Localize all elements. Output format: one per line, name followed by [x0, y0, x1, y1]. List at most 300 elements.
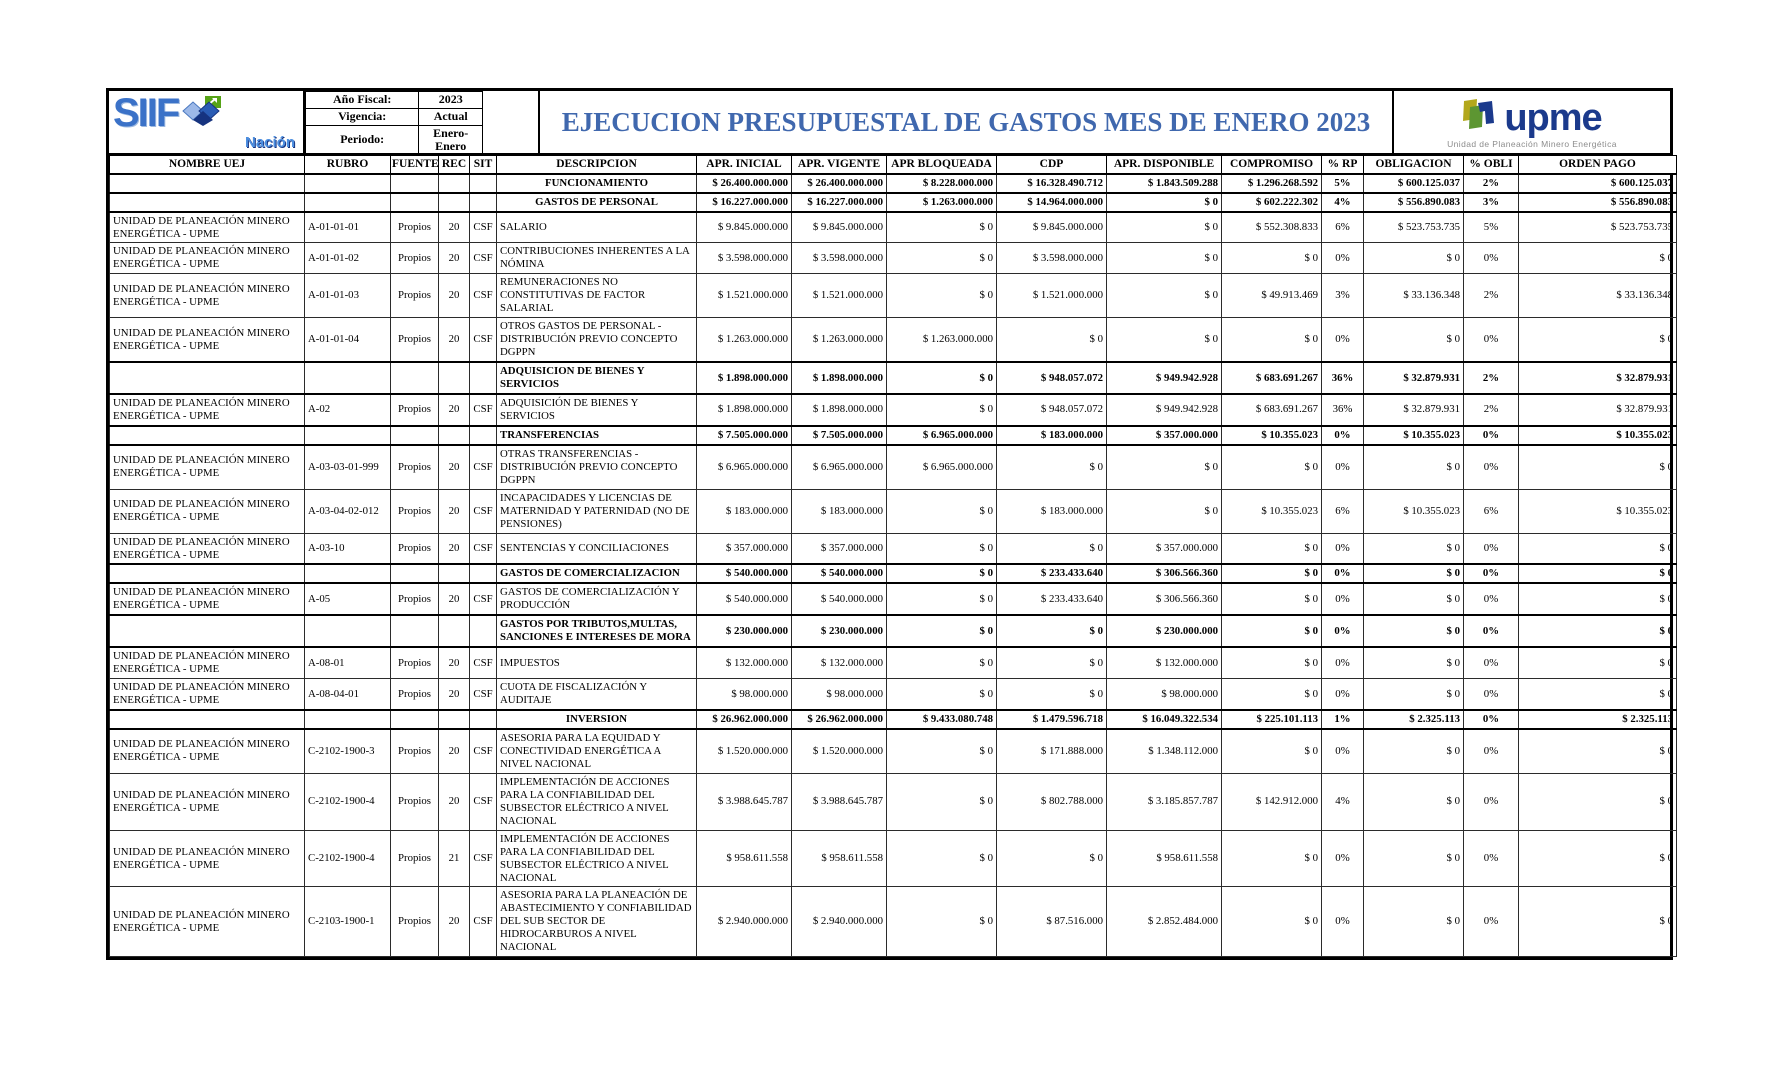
cell-descripcion: GASTOS DE PERSONAL	[497, 193, 697, 212]
cell-obligacion: $ 600.125.037	[1364, 174, 1464, 193]
cell-apr-inicial: $ 540.000.000	[697, 583, 792, 615]
cell-apr-inicial: $ 1.521.000.000	[697, 274, 792, 318]
cell-pct-obli: 0%	[1464, 679, 1519, 710]
cell-sit: CSF	[470, 830, 497, 887]
cell-cdp: $ 802.788.000	[997, 773, 1107, 830]
cell-orden-pago: $ 0	[1519, 887, 1677, 957]
cell-compromiso: $ 0	[1222, 564, 1322, 583]
cell-fuente: Propios	[391, 583, 439, 615]
siif-logo	[109, 91, 305, 153]
fiscal-year-value: 2023	[419, 92, 483, 109]
cell-compromiso: $ 10.355.023	[1222, 426, 1322, 445]
cell-sit: CSF	[470, 274, 497, 318]
cell-rubro: C-2102-1900-3	[305, 729, 391, 773]
cell-apr-disponible: $ 0	[1107, 193, 1222, 212]
cell-apr-vigente: $ 132.000.000	[792, 647, 887, 678]
cell-cdp: $ 3.598.000.000	[997, 243, 1107, 274]
cell-obligacion: $ 0	[1364, 647, 1464, 678]
column-header-apr-disponible: APR. DISPONIBLE	[1107, 156, 1222, 174]
cell-sit: CSF	[470, 445, 497, 489]
table-row	[110, 445, 1677, 489]
cell-rec: 20	[439, 647, 470, 678]
cell-apr-inicial: $ 2.940.000.000	[697, 887, 792, 957]
cell-nombre-uej	[110, 615, 305, 647]
cell-pct-obli: 0%	[1464, 887, 1519, 957]
cell-apr-disponible: $ 0	[1107, 318, 1222, 362]
cell-orden-pago: $ 10.355.023	[1519, 426, 1677, 445]
cell-fuente: Propios	[391, 729, 439, 773]
cell-pct-obli: 0%	[1464, 615, 1519, 647]
cell-rubro: A-02	[305, 394, 391, 426]
cell-apr-vigente: $ 98.000.000	[792, 679, 887, 710]
cell-pct-obli: 0%	[1464, 318, 1519, 362]
cell-descripcion: ADQUISICIÓN DE BIENES Y SERVICIOS	[497, 394, 697, 426]
cell-nombre-uej: UNIDAD DE PLANEACIÓN MINERO ENERGÉTICA - UPME	[110, 212, 305, 243]
report-banner	[109, 91, 1670, 155]
cell-apr-vigente: $ 1.263.000.000	[792, 318, 887, 362]
cell-cdp: $ 1.479.596.718	[997, 710, 1107, 729]
table-row	[110, 362, 1677, 394]
cell-pct-obli: 0%	[1464, 830, 1519, 887]
table-row	[110, 679, 1677, 710]
cell-descripcion: IMPUESTOS	[497, 647, 697, 678]
cell-apr-bloqueada: $ 0	[887, 564, 997, 583]
cell-rubro: A-08-04-01	[305, 679, 391, 710]
cell-compromiso: $ 552.308.833	[1222, 212, 1322, 243]
cell-compromiso: $ 0	[1222, 647, 1322, 678]
cell-descripcion: GASTOS DE COMERCIALIZACION	[497, 564, 697, 583]
cell-pct-rp: 0%	[1322, 679, 1364, 710]
cell-descripcion: SENTENCIAS Y CONCILIACIONES	[497, 533, 697, 564]
cell-compromiso: $ 683.691.267	[1222, 362, 1322, 394]
cell-sit: CSF	[470, 394, 497, 426]
cell-obligacion: $ 0	[1364, 887, 1464, 957]
cell-rubro: A-03-03-01-999	[305, 445, 391, 489]
cell-pct-obli: 2%	[1464, 394, 1519, 426]
cell-orden-pago: $ 0	[1519, 773, 1677, 830]
column-header-orden-pago: ORDEN PAGO	[1519, 156, 1677, 174]
table-row	[110, 243, 1677, 274]
cell-fuente: Propios	[391, 647, 439, 678]
cell-pct-rp: 0%	[1322, 426, 1364, 445]
cell-apr-disponible: $ 306.566.360	[1107, 564, 1222, 583]
cell-fuente	[391, 615, 439, 647]
cell-orden-pago: $ 0	[1519, 583, 1677, 615]
cell-rubro: A-01-01-01	[305, 212, 391, 243]
cell-pct-rp: 0%	[1322, 830, 1364, 887]
vigencia-label: Vigencia:	[306, 108, 419, 125]
cell-sit: CSF	[470, 679, 497, 710]
cell-descripcion: ADQUISICION DE BIENES Y SERVICIOS	[497, 362, 697, 394]
upme-logo-text: upme	[1504, 96, 1602, 139]
cell-apr-inicial: $ 6.965.000.000	[697, 445, 792, 489]
cell-apr-disponible: $ 0	[1107, 243, 1222, 274]
cell-nombre-uej: UNIDAD DE PLANEACIÓN MINERO ENERGÉTICA - UPME	[110, 773, 305, 830]
cell-obligacion: $ 10.355.023	[1364, 426, 1464, 445]
cell-apr-disponible: $ 0	[1107, 212, 1222, 243]
cell-apr-disponible: $ 357.000.000	[1107, 426, 1222, 445]
cell-rec: 20	[439, 583, 470, 615]
cell-obligacion: $ 33.136.348	[1364, 274, 1464, 318]
cell-pct-rp: 0%	[1322, 318, 1364, 362]
cell-apr-bloqueada: $ 0	[887, 830, 997, 887]
cell-cdp: $ 0	[997, 445, 1107, 489]
cell-pct-rp: 6%	[1322, 212, 1364, 243]
cell-obligacion: $ 0	[1364, 533, 1464, 564]
cell-apr-inicial: $ 26.400.000.000	[697, 174, 792, 193]
table-row	[110, 729, 1677, 773]
cell-apr-inicial: $ 183.000.000	[697, 489, 792, 533]
cell-rubro: C-2103-1900-1	[305, 887, 391, 957]
cell-rubro	[305, 615, 391, 647]
cell-sit: CSF	[470, 773, 497, 830]
table-row	[110, 583, 1677, 615]
cell-rubro	[305, 710, 391, 729]
cell-fuente: Propios	[391, 679, 439, 710]
cell-compromiso: $ 0	[1222, 729, 1322, 773]
cell-apr-inicial: $ 357.000.000	[697, 533, 792, 564]
cell-obligacion: $ 0	[1364, 615, 1464, 647]
cell-orden-pago: $ 523.753.735	[1519, 212, 1677, 243]
table-header-row	[110, 156, 1677, 174]
cell-apr-disponible: $ 16.049.322.534	[1107, 710, 1222, 729]
cell-pct-obli: 2%	[1464, 362, 1519, 394]
cell-apr-inicial: $ 16.227.000.000	[697, 193, 792, 212]
cell-descripcion: ASESORIA PARA LA EQUIDAD Y CONECTIVIDAD ENERGÉTICA A NIVEL NACIONAL	[497, 729, 697, 773]
cell-rec: 20	[439, 394, 470, 426]
cell-rec: 20	[439, 212, 470, 243]
cell-nombre-uej	[110, 362, 305, 394]
cell-obligacion: $ 0	[1364, 679, 1464, 710]
column-header-compromiso: COMPROMISO	[1222, 156, 1322, 174]
column-header-descripcion: DESCRIPCION	[497, 156, 697, 174]
cell-sit	[470, 710, 497, 729]
cell-rec: 21	[439, 830, 470, 887]
cell-apr-vigente: $ 1.898.000.000	[792, 394, 887, 426]
cell-nombre-uej: UNIDAD DE PLANEACIÓN MINERO ENERGÉTICA - UPME	[110, 647, 305, 678]
column-header-apr-bloqueada: APR BLOQUEADA	[887, 156, 997, 174]
cell-nombre-uej: UNIDAD DE PLANEACIÓN MINERO ENERGÉTICA - UPME	[110, 533, 305, 564]
cell-orden-pago: $ 32.879.931	[1519, 362, 1677, 394]
cell-obligacion: $ 0	[1364, 564, 1464, 583]
cell-nombre-uej: UNIDAD DE PLANEACIÓN MINERO ENERGÉTICA - UPME	[110, 583, 305, 615]
periodo-value: Enero-Enero	[419, 125, 483, 156]
cell-descripcion: IMPLEMENTACIÓN DE ACCIONES PARA LA CONFIABILIDAD DEL SUBSECTOR ELÉCTRICO A NIVEL NACIONAL	[497, 773, 697, 830]
cell-rubro	[305, 174, 391, 193]
cell-nombre-uej	[110, 174, 305, 193]
cell-compromiso: $ 225.101.113	[1222, 710, 1322, 729]
cell-fuente: Propios	[391, 274, 439, 318]
cell-descripcion: IMPLEMENTACIÓN DE ACCIONES PARA LA CONFIABILIDAD DEL SUBSECTOR ELÉCTRICO A NIVEL NACIONAL	[497, 830, 697, 887]
cell-sit	[470, 174, 497, 193]
upme-logo-subtext: Unidad de Planeación Minero Energética	[1447, 139, 1617, 149]
cell-pct-rp: 0%	[1322, 564, 1364, 583]
cell-obligacion: $ 32.879.931	[1364, 362, 1464, 394]
cell-rec: 20	[439, 445, 470, 489]
cell-apr-inicial: $ 7.505.000.000	[697, 426, 792, 445]
siif-chart-icon	[182, 96, 222, 131]
cell-nombre-uej: UNIDAD DE PLANEACIÓN MINERO ENERGÉTICA - UPME	[110, 394, 305, 426]
cell-compromiso: $ 0	[1222, 615, 1322, 647]
cell-cdp: $ 948.057.072	[997, 394, 1107, 426]
cell-fuente	[391, 710, 439, 729]
cell-apr-disponible: $ 306.566.360	[1107, 583, 1222, 615]
cell-orden-pago: $ 0	[1519, 615, 1677, 647]
cell-orden-pago: $ 0	[1519, 533, 1677, 564]
cell-sit: CSF	[470, 489, 497, 533]
cell-apr-inicial: $ 3.598.000.000	[697, 243, 792, 274]
cell-apr-bloqueada: $ 0	[887, 274, 997, 318]
cell-rubro	[305, 564, 391, 583]
column-header-apr-vigente: APR. VIGENTE	[792, 156, 887, 174]
cell-nombre-uej: UNIDAD DE PLANEACIÓN MINERO ENERGÉTICA - UPME	[110, 729, 305, 773]
fiscal-year-label: Año Fiscal:	[306, 92, 419, 109]
table-row	[110, 212, 1677, 243]
cell-compromiso: $ 142.912.000	[1222, 773, 1322, 830]
cell-apr-bloqueada: $ 0	[887, 773, 997, 830]
cell-apr-vigente: $ 958.611.558	[792, 830, 887, 887]
cell-pct-obli: 0%	[1464, 533, 1519, 564]
cell-pct-obli: 0%	[1464, 445, 1519, 489]
cell-compromiso: $ 1.296.268.592	[1222, 174, 1322, 193]
cell-apr-disponible: $ 0	[1107, 489, 1222, 533]
cell-cdp: $ 0	[997, 830, 1107, 887]
cell-apr-vigente: $ 9.845.000.000	[792, 212, 887, 243]
cell-apr-disponible: $ 949.942.928	[1107, 394, 1222, 426]
cell-rubro: A-01-01-03	[305, 274, 391, 318]
cell-descripcion: FUNCIONAMIENTO	[497, 174, 697, 193]
cell-cdp: $ 948.057.072	[997, 362, 1107, 394]
cell-compromiso: $ 0	[1222, 830, 1322, 887]
cell-compromiso: $ 0	[1222, 583, 1322, 615]
cell-fuente: Propios	[391, 489, 439, 533]
cell-cdp: $ 14.964.000.000	[997, 193, 1107, 212]
cell-apr-inicial: $ 1.263.000.000	[697, 318, 792, 362]
cell-sit	[470, 615, 497, 647]
cell-rubro	[305, 362, 391, 394]
cell-pct-rp: 5%	[1322, 174, 1364, 193]
cell-pct-obli: 3%	[1464, 193, 1519, 212]
cell-sit	[470, 426, 497, 445]
cell-apr-vigente: $ 1.521.000.000	[792, 274, 887, 318]
cell-apr-vigente: $ 3.598.000.000	[792, 243, 887, 274]
table-row	[110, 710, 1677, 729]
cell-fuente: Propios	[391, 887, 439, 957]
table-row	[110, 394, 1677, 426]
cell-pct-rp: 3%	[1322, 274, 1364, 318]
cell-rubro: A-01-01-02	[305, 243, 391, 274]
cell-apr-disponible: $ 0	[1107, 274, 1222, 318]
cell-apr-inicial: $ 132.000.000	[697, 647, 792, 678]
cell-orden-pago: $ 33.136.348	[1519, 274, 1677, 318]
upme-logo	[1394, 91, 1670, 153]
cell-fuente	[391, 193, 439, 212]
cell-apr-bloqueada: $ 0	[887, 887, 997, 957]
cell-apr-vigente: $ 6.965.000.000	[792, 445, 887, 489]
cell-obligacion: $ 523.753.735	[1364, 212, 1464, 243]
cell-apr-vigente: $ 357.000.000	[792, 533, 887, 564]
cell-pct-rp: 4%	[1322, 773, 1364, 830]
cell-rubro: C-2102-1900-4	[305, 773, 391, 830]
cell-rec	[439, 174, 470, 193]
cell-rubro: A-08-01	[305, 647, 391, 678]
cell-apr-disponible: $ 2.852.484.000	[1107, 887, 1222, 957]
cell-compromiso: $ 0	[1222, 679, 1322, 710]
cell-nombre-uej: UNIDAD DE PLANEACIÓN MINERO ENERGÉTICA - UPME	[110, 243, 305, 274]
cell-apr-vigente: $ 230.000.000	[792, 615, 887, 647]
cell-fuente: Propios	[391, 394, 439, 426]
cell-cdp: $ 183.000.000	[997, 426, 1107, 445]
cell-obligacion: $ 0	[1364, 583, 1464, 615]
cell-apr-bloqueada: $ 0	[887, 679, 997, 710]
cell-pct-obli: 0%	[1464, 729, 1519, 773]
table-row	[110, 615, 1677, 647]
cell-apr-vigente: $ 16.227.000.000	[792, 193, 887, 212]
column-header-obligacion: OBLIGACION	[1364, 156, 1464, 174]
cell-apr-vigente: $ 2.940.000.000	[792, 887, 887, 957]
table-row	[110, 533, 1677, 564]
cell-nombre-uej: UNIDAD DE PLANEACIÓN MINERO ENERGÉTICA - UPME	[110, 445, 305, 489]
cell-apr-disponible: $ 1.843.509.288	[1107, 174, 1222, 193]
cell-apr-vigente: $ 183.000.000	[792, 489, 887, 533]
cell-apr-vigente: $ 3.988.645.787	[792, 773, 887, 830]
cell-obligacion: $ 32.879.931	[1364, 394, 1464, 426]
cell-pct-rp: 0%	[1322, 615, 1364, 647]
cell-rec: 20	[439, 533, 470, 564]
cell-descripcion: CONTRIBUCIONES INHERENTES A LA NÓMINA	[497, 243, 697, 274]
cell-apr-disponible: $ 958.611.558	[1107, 830, 1222, 887]
cell-pct-obli: 0%	[1464, 426, 1519, 445]
cell-obligacion: $ 556.890.083	[1364, 193, 1464, 212]
cell-cdp: $ 0	[997, 318, 1107, 362]
cell-nombre-uej	[110, 564, 305, 583]
cell-descripcion: CUOTA DE FISCALIZACIÓN Y AUDITAJE	[497, 679, 697, 710]
column-header-sit: SIT	[470, 156, 497, 174]
cell-cdp: $ 1.521.000.000	[997, 274, 1107, 318]
cell-cdp: $ 16.328.490.712	[997, 174, 1107, 193]
cell-orden-pago: $ 0	[1519, 830, 1677, 887]
cell-apr-bloqueada: $ 9.433.080.748	[887, 710, 997, 729]
cell-nombre-uej	[110, 710, 305, 729]
cell-rubro: C-2102-1900-4	[305, 830, 391, 887]
cell-cdp: $ 0	[997, 679, 1107, 710]
table-row	[110, 647, 1677, 678]
cell-rec	[439, 193, 470, 212]
cell-apr-bloqueada: $ 0	[887, 243, 997, 274]
cell-apr-disponible: $ 949.942.928	[1107, 362, 1222, 394]
cell-apr-bloqueada: $ 0	[887, 583, 997, 615]
cell-nombre-uej: UNIDAD DE PLANEACIÓN MINERO ENERGÉTICA - UPME	[110, 318, 305, 362]
budget-table	[109, 155, 1677, 957]
cell-apr-inicial: $ 98.000.000	[697, 679, 792, 710]
cell-orden-pago: $ 600.125.037	[1519, 174, 1677, 193]
cell-apr-inicial: $ 26.962.000.000	[697, 710, 792, 729]
cell-apr-bloqueada: $ 1.263.000.000	[887, 318, 997, 362]
cell-descripcion: GASTOS POR TRIBUTOS,MULTAS, SANCIONES E INTERESES DE MORA	[497, 615, 697, 647]
cell-apr-inicial: $ 9.845.000.000	[697, 212, 792, 243]
cell-compromiso: $ 0	[1222, 243, 1322, 274]
cell-compromiso: $ 49.913.469	[1222, 274, 1322, 318]
column-header-nombre-uej: NOMBRE UEJ	[110, 156, 305, 174]
cell-fuente: Propios	[391, 212, 439, 243]
cell-pct-rp: 0%	[1322, 445, 1364, 489]
cell-pct-rp: 1%	[1322, 710, 1364, 729]
cell-apr-inicial: $ 1.898.000.000	[697, 394, 792, 426]
cell-orden-pago: $ 0	[1519, 318, 1677, 362]
cell-rubro: A-03-04-02-012	[305, 489, 391, 533]
cell-apr-disponible: $ 357.000.000	[1107, 533, 1222, 564]
periodo-label: Periodo:	[306, 125, 419, 156]
cell-sit: CSF	[470, 243, 497, 274]
cell-rec: 20	[439, 773, 470, 830]
cell-descripcion: INCAPACIDADES Y LICENCIAS DE MATERNIDAD Y PATERNIDAD (NO DE PENSIONES)	[497, 489, 697, 533]
report-title: EJECUCION PRESUPUESTAL DE GASTOS MES DE ENERO 2023	[561, 106, 1371, 137]
cell-obligacion: $ 10.355.023	[1364, 489, 1464, 533]
cell-orden-pago: $ 0	[1519, 445, 1677, 489]
column-header-fuente: FUENTE	[391, 156, 439, 174]
cell-cdp: $ 183.000.000	[997, 489, 1107, 533]
cell-rec: 20	[439, 489, 470, 533]
cell-apr-vigente: $ 540.000.000	[792, 564, 887, 583]
cell-rec: 20	[439, 679, 470, 710]
cell-apr-inicial: $ 958.611.558	[697, 830, 792, 887]
cell-pct-obli: 0%	[1464, 583, 1519, 615]
cell-pct-rp: 0%	[1322, 243, 1364, 274]
cell-apr-disponible: $ 98.000.000	[1107, 679, 1222, 710]
cell-apr-vigente: $ 26.400.000.000	[792, 174, 887, 193]
cell-cdp: $ 233.433.640	[997, 564, 1107, 583]
cell-fuente	[391, 362, 439, 394]
cell-orden-pago: $ 0	[1519, 647, 1677, 678]
cell-nombre-uej	[110, 193, 305, 212]
cell-descripcion: ASESORIA PARA LA PLANEACIÓN DE ABASTECIMIENTO Y CONFIABILIDAD DEL SUB SECTOR DE HIDROCARBUROS A NIVEL NACIONAL	[497, 887, 697, 957]
column-header-cdp: CDP	[997, 156, 1107, 174]
vigencia-value: Actual	[419, 108, 483, 125]
cell-pct-obli: 5%	[1464, 212, 1519, 243]
cell-descripcion: GASTOS DE COMERCIALIZACIÓN Y PRODUCCIÓN	[497, 583, 697, 615]
cell-rec: 20	[439, 887, 470, 957]
cell-apr-vigente: $ 26.962.000.000	[792, 710, 887, 729]
cell-nombre-uej: UNIDAD DE PLANEACIÓN MINERO ENERGÉTICA - UPME	[110, 274, 305, 318]
cell-sit: CSF	[470, 729, 497, 773]
cell-apr-disponible: $ 1.348.112.000	[1107, 729, 1222, 773]
cell-rubro	[305, 426, 391, 445]
cell-cdp: $ 87.516.000	[997, 887, 1107, 957]
cell-pct-obli: 2%	[1464, 274, 1519, 318]
cell-apr-vigente: $ 1.520.000.000	[792, 729, 887, 773]
cell-apr-inicial: $ 1.898.000.000	[697, 362, 792, 394]
cell-pct-obli: 0%	[1464, 773, 1519, 830]
cell-apr-disponible: $ 0	[1107, 445, 1222, 489]
cell-obligacion: $ 0	[1364, 318, 1464, 362]
cell-apr-disponible: $ 132.000.000	[1107, 647, 1222, 678]
table-row	[110, 426, 1677, 445]
cell-apr-vigente: $ 540.000.000	[792, 583, 887, 615]
cell-pct-rp: 0%	[1322, 583, 1364, 615]
cell-orden-pago: $ 556.890.083	[1519, 193, 1677, 212]
table-row	[110, 773, 1677, 830]
cell-descripcion: INVERSION	[497, 710, 697, 729]
cell-compromiso: $ 0	[1222, 887, 1322, 957]
table-row	[110, 489, 1677, 533]
siif-logo-text: SIIF	[113, 91, 179, 135]
cell-pct-rp: 6%	[1322, 489, 1364, 533]
cell-apr-bloqueada: $ 0	[887, 533, 997, 564]
cell-cdp: $ 233.433.640	[997, 583, 1107, 615]
cell-apr-bloqueada: $ 0	[887, 362, 997, 394]
cell-cdp: $ 0	[997, 533, 1107, 564]
cell-rec	[439, 615, 470, 647]
